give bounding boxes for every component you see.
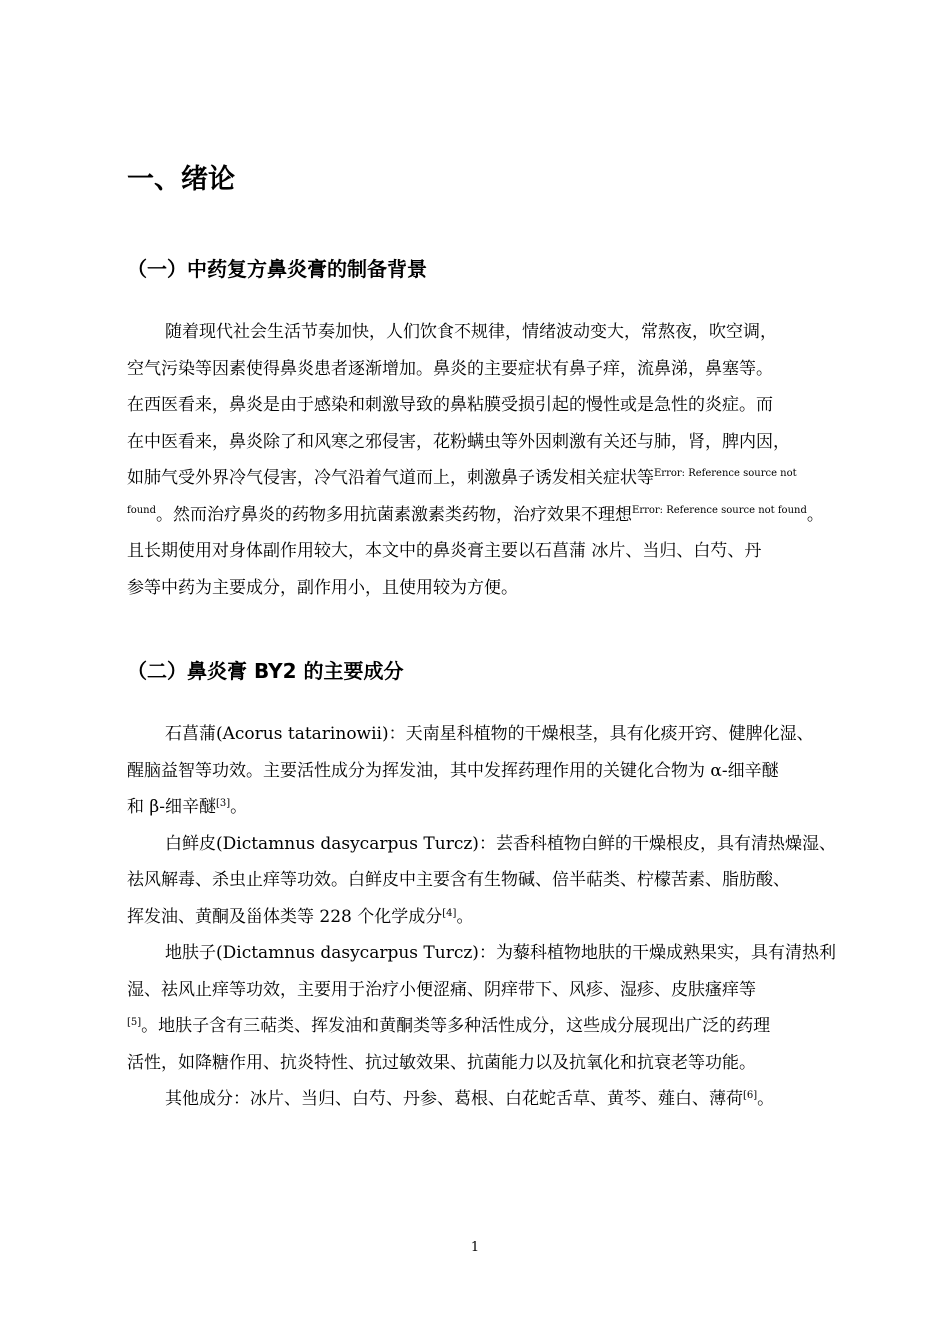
text-line [127,497,867,534]
text-line: 参等中药为主要成分，副作用小，且使用较为方便。 [127,577,518,598]
text-line [127,1081,867,1118]
text-line: 空气污染等因素使得鼻炎患者逐渐增加。鼻炎的主要症状有鼻子痒，流鼻涕，鼻塞等。 [127,358,773,379]
page-number: 1 [470,1240,480,1255]
text-line [127,899,867,936]
text-span: 挥发油、黄酮及甾体类等 228 个化学成分 [127,906,443,927]
chapter-heading: 一、绪论 [127,164,235,195]
text-span: 。然而治疗鼻炎的药物多用抗菌素激素类药物，治疗效果不理想 [156,504,633,525]
text-line: 活性，如降糖作用、抗炎特性、抗过敏效果、抗菌能力以及抗氧化和抗衰老等功能。 [127,1052,756,1073]
text-span: 。 [806,504,824,525]
text-line: 湿、祛风止痒等功效，主要用于治疗小便涩痛、阴痒带下、风疹、湿疹、皮肤瘙痒等 [127,979,756,1000]
text-line [127,789,867,826]
text-line [127,1008,867,1045]
citation: [6] [743,1090,758,1101]
text-line: 地肤子(Dictamnus dasycarpus Turcz)：为藜科植物地肤的干燥成熟果实，具有清热利 [165,943,836,963]
reference-error: found [127,504,157,516]
text-line: 醒脑益智等功效。主要活性成分为挥发油，其中发挥药理作用的关键化合物为 α-细辛醚 [127,760,779,781]
reference-error: Error: Reference source not [654,468,797,479]
text-span: 。 [230,797,248,817]
text-line: 随着现代社会生活节奏加快，人们饮食不规律，情绪波动变大，常熬夜，吹空调， [165,322,777,342]
text-span: 。 [757,1089,775,1109]
citation: [5] [127,1017,142,1028]
section-heading-ingredients: （二）鼻炎膏 BY2 的主要成分 [127,659,404,683]
reference-error: Error: Reference source not found [632,504,807,516]
text-line: 在中医看来，鼻炎除了和风寒之邪侵害，花粉螨虫等外因刺激有关还与肺，肾，脾内因， [127,431,790,452]
text-line: 且长期使用对身体副作用较大，本文中的鼻炎膏主要以石菖蒲 冰片、当归、白芍、丹 [127,541,762,561]
text-span: 如肺气受外界冷气侵害，冷气沿着气道而上，刺激鼻子诱发相关症状等 [127,468,654,488]
text-span: 其他成分：冰片、当归、白芍、丹参、葛根、白花蛇舌草、黄芩、薤白、薄荷 [165,1089,743,1109]
citation: [3] [215,798,231,809]
text-span: 。 [456,906,474,927]
section-heading-background: （一）中药复方鼻炎膏的制备背景 [127,257,427,281]
ingredients-body [127,716,867,1118]
citation: [4] [442,907,457,919]
text-line [127,460,867,497]
text-span: 。地肤子含有三萜类、挥发油和黄酮类等多种活性成分，这些成分展现出广泛的药理 [141,1016,771,1036]
text-line: 白鲜皮(Dictamnus dasycarpus Turcz)：芸香科植物白鲜的干燥根皮，具有清热燥湿、 [165,833,836,854]
text-line: 石菖蒲(Acorus tatarinowii)：天南星科植物的干燥根茎，具有化痰开窍、健脾化湿、 [165,724,814,744]
text-line: 祛风解毒、杀虫止痒等功效。白鲜皮中主要含有生物碱、倍半萜类、柠檬苦素、脂肪酸、 [127,870,790,890]
background-paragraph [127,314,867,606]
text-span: 和 β-细辛醚 [127,797,216,817]
text-line: 在西医看来，鼻炎是由于感染和刺激导致的鼻粘膜受损引起的慢性或是急性的炎症。而 [127,395,773,415]
